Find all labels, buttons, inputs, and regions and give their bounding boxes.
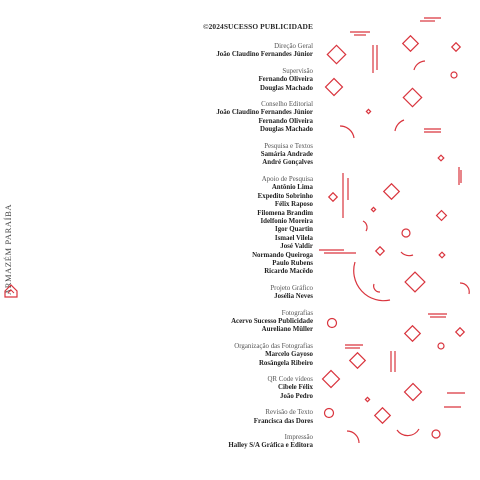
house-logo-icon [4,284,18,298]
credit-name: Ricardo Macêdo [264,268,313,276]
credit-role: Apoio de Pesquisa [261,175,313,183]
credit-name: Antônio Lima [271,184,313,192]
credit-name: Fernando Oliveira [258,117,313,125]
credits-block [180,22,313,459]
credit-name: Igor Quartin [275,226,313,234]
credit-name: Félix Raposo [274,201,313,209]
credit-role: Projeto Gráfico [270,284,313,292]
credit-name: Normando Queiroga [252,251,313,259]
credit-section [180,409,313,426]
credit-role: Impressão [284,434,313,442]
credit-section [180,285,313,302]
credit-name: Douglas Machado [259,84,313,92]
credit-name: João Pedro [280,392,313,400]
credit-name: Paulo Rubens [272,259,313,267]
credit-name: Cibele Félix [277,384,313,392]
credit-name: Rosângela Ribeiro [258,359,313,367]
brand-name: ARMAZÉM PARAÍBA [3,203,13,295]
credit-section [180,434,313,451]
credit-name: André Gonçalves [262,159,313,167]
brand-spine [0,180,30,300]
credit-name: Josélia Neves [274,293,313,301]
credit-name: Ismael Vilela [274,234,313,242]
credit-name: Idelfonio Moreira [260,217,313,225]
credit-name: Aureliano Müller [261,326,313,334]
credit-section [180,68,313,93]
credit-role: Supervisão [282,67,313,75]
credit-list [180,43,313,451]
credit-section [180,343,313,368]
credit-section [180,176,313,277]
credit-section [180,101,313,135]
credit-name: Douglas Machado [259,126,313,134]
credit-section [180,376,313,401]
credit-name: Marcelo Gayoso [265,351,313,359]
credit-name: Fernando Oliveira [258,76,313,84]
credit-section [180,310,313,335]
credit-role: Conselho Editorial [261,101,313,109]
credit-role: Organização das Fotografias [234,342,313,350]
credit-name: Acervo Sucesso Publicidade [231,317,313,325]
credit-role: Revisão de Texto [265,409,313,417]
credit-section [180,143,313,168]
credit-name: Francisca das Dores [253,417,313,425]
copyright-line: ©2024SUCESSO PUBLICIDADE [203,22,313,31]
credit-name: Samária Andrade [260,151,313,159]
credit-name: José Valdir [280,243,313,251]
credit-section [180,43,313,60]
credit-role: Fotografias [281,309,313,317]
credit-name: Expedito Sobrinho [257,192,313,200]
credit-role: QR Code vídeos [267,376,313,383]
credit-name: João Claudino Fernandes Júnior [216,109,313,117]
decorative-pattern [318,0,480,480]
credit-name: João Claudino Fernandes Júnior [216,51,313,59]
credit-name: Halley S/A Gráfica e Editora [228,442,313,450]
credit-role: Direção Geral [274,43,313,50]
credit-name: Filomena Brandim [257,209,313,217]
credit-role: Pesquisa e Textos [264,142,313,150]
